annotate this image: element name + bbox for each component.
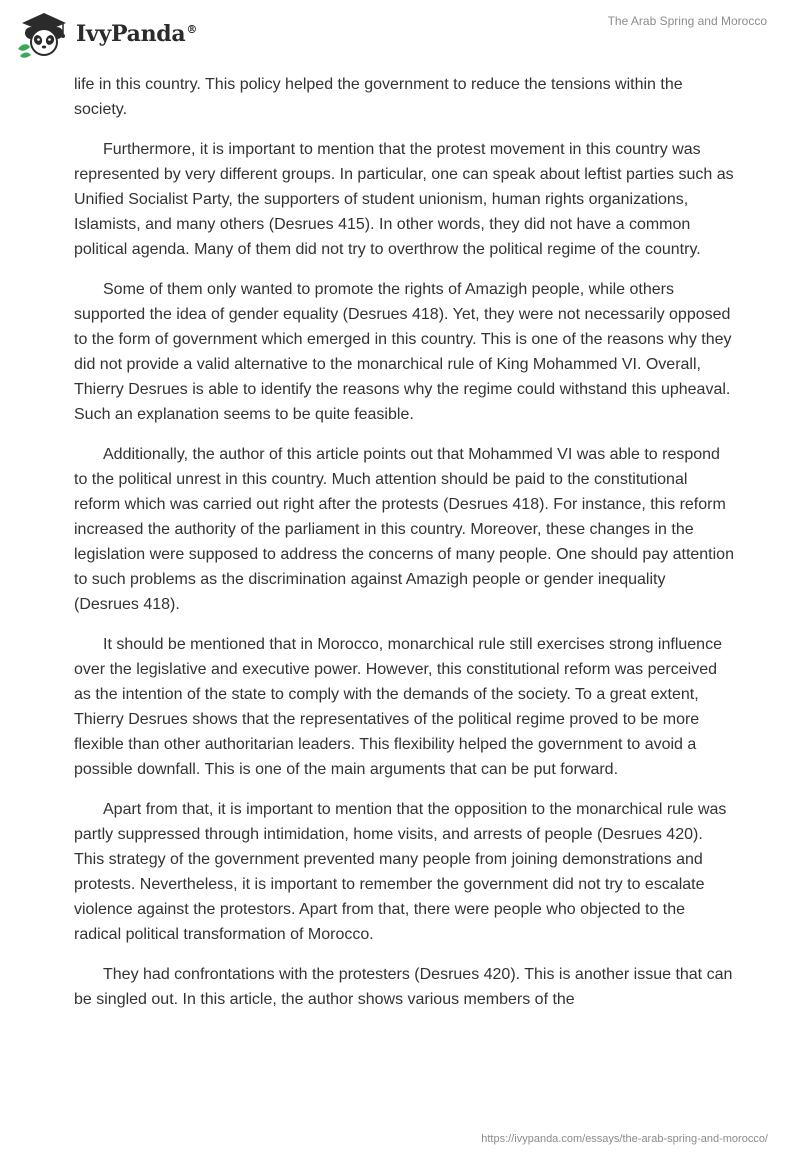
paragraph: Apart from that, it is important to mention that the opposition to the monarchical rule was partly suppressed through intimidation, home visits, and arrests of people (Desrues 420). This strategy of the government prevented many people from joining demonstrations and protests. Nevertheless, it is important to remember the government did not try to escalate violence against the protestors. Apart from that, there were people who objected to the radical political transformation of Morocco. [74, 801, 727, 943]
paragraph: Furthermore, it is important to mention that the protest movement in this country was represented by very different groups. In particular, one can speak about leftist parties such as Unified Socialist Party, the supporters of student unionism, human rights organizations, Islamists, and many others (Desrues 415). In other words, they did not have a common political agenda. Many of them did not try to overthrow the political regime of the country. [74, 141, 734, 258]
registered-mark: ® [186, 22, 198, 36]
document-title: The Arab Spring and Morocco [607, 14, 767, 28]
paragraph: They had confrontations with the protesters (Desrues 420). This is another issue that can be singled out. In this article, the author shows various members of the [74, 966, 733, 1008]
paragraph: Some of them only wanted to promote the rights of Amazigh people, while others supported the idea of gender equality (Desrues 418). Yet, they were not necessarily opposed to the form of government which emerged in this country. This is one of the reasons why they did not provide a valid alternative to the monarchical rule of King Mohammed VI. Overall, Thierry Desrues is able to identify the reasons why the regime could withstand this upheaval. Such an explanation seems to be quite feasible. [74, 281, 732, 423]
paragraph: Additionally, the author of this article points out that Mohammed VI was able to respond to the political unrest in this country. Much attention should be paid to the constitutional reform which was carried out right after the protests (Desrues 418). For instance, this reform increased the authority of the parliament in this country. Moreover, these changes in the legislation were supposed to address the concerns of many people. One should pay attention to such problems as the discrimination against Amazigh people or gender inequality (Desrues 418). [74, 446, 734, 613]
ivypanda-logo[interactable] [14, 8, 197, 60]
panda-graduation-cap-icon [14, 9, 70, 59]
essay-body [74, 72, 734, 1027]
paragraph: life in this country. This policy helped the government to reduce the tensions within the society. [74, 76, 683, 118]
source-url-link[interactable]: https://ivypanda.com/essays/the-arab-spring-and-morocco/ [481, 1133, 768, 1145]
brand-name [76, 21, 197, 47]
paragraph: It should be mentioned that in Morocco, monarchical rule still exercises strong influence over the legislative and executive power. However, this constitutional reform was perceived as the intention of the state to comply with the demands of the society. To a great extent, Thierry Desrues shows that the representatives of the political regime proved to be more flexible than other authoritarian leaders. This flexibility helped the government to avoid a possible downfall. This is one of the main arguments that can be put forward. [74, 636, 722, 778]
brand-text: IvyPanda [76, 21, 186, 47]
page-header [0, 0, 800, 68]
